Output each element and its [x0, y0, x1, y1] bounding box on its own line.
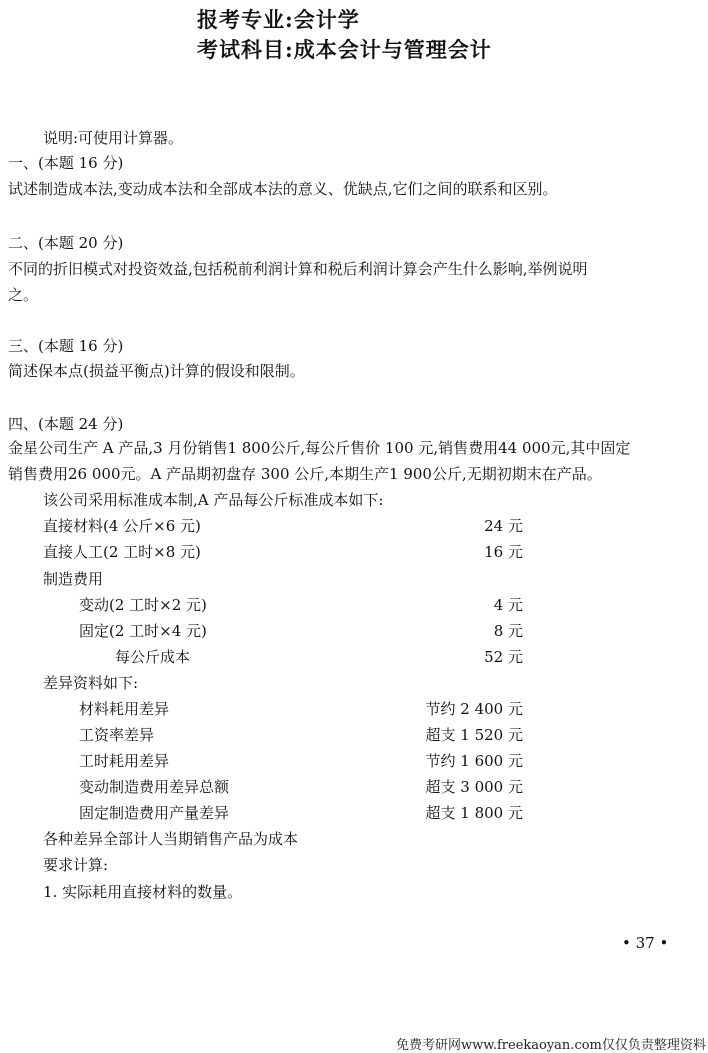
q4-requirement: 要求计算:	[43, 856, 109, 874]
std-cost-label: 直接人工(2 工时×8 元)	[43, 543, 201, 561]
std-cost-label: 直接材料(4 公斤×6 元)	[43, 517, 201, 535]
q4-var-intro: 差异资料如下:	[43, 674, 139, 692]
q4-para-line1: 金星公司生产 A 产品,3 月份销售1 800公斤,每公斤售价 100 元,销售费用44 000元,其中固定	[8, 439, 631, 457]
std-cost-label: 固定(2 工时×4 元)	[79, 622, 207, 640]
variance-value: 超支 3 000 元	[425, 778, 523, 796]
q4-para-line2: 销售费用26 000元。A 产品期初盘存 300 公斤,本期生产1 900公斤,无期初期末在产品。	[8, 465, 602, 483]
page-number: • 37 •	[622, 934, 669, 952]
variance-label: 材料耗用差异	[79, 700, 170, 718]
variance-value: 节约 2 400 元	[425, 700, 523, 718]
q2-text-line2: 之。	[8, 286, 39, 304]
variance-value: 节约 1 600 元	[425, 752, 523, 770]
std-cost-label: 制造费用	[43, 570, 104, 588]
q1-text: 试述制造成本法,变动成本法和全部成本法的意义、优缺点,它们之间的联系和区别。	[8, 180, 558, 198]
q4-requirement-1: 1. 实际耗用直接材料的数量。	[43, 883, 243, 901]
variance-label: 固定制造费用产量差异	[79, 804, 230, 822]
q4-closing: 各种差异全部计人当期销售产品为成本	[43, 830, 299, 848]
q2-title: 二、(本题 20 分)	[8, 234, 124, 252]
std-cost-value: 16 元	[484, 543, 523, 561]
variance-label: 工资率差异	[79, 726, 155, 744]
variance-label: 变动制造费用差异总额	[79, 778, 230, 796]
std-cost-value: 4 元	[493, 596, 523, 614]
variance-value: 超支 1 520 元	[425, 726, 523, 744]
std-cost-value: 24 元	[484, 517, 523, 535]
q4-title: 四、(本题 24 分)	[8, 415, 124, 433]
q2-text-line1: 不同的折旧模式对投资效益,包括税前利润计算和税后利润计算会产生什么影响,举例说明	[8, 260, 588, 278]
footer-watermark: 免费考研网www.freekaoyan.com仅仅负责整理资料	[396, 1038, 706, 1053]
std-cost-value: 8 元	[493, 622, 523, 640]
q4-std-intro: 该公司采用标准成本制,A 产品每公斤标准成本如下:	[43, 491, 384, 509]
std-cost-value: 52 元	[484, 648, 523, 666]
exam-subject: 考试科目:成本会计与管理会计	[197, 37, 492, 62]
exam-major: 报考专业:会计学	[197, 7, 360, 32]
q3-title: 三、(本题 16 分)	[8, 337, 124, 355]
q3-text: 简述保本点(损益平衡点)计算的假设和限制。	[8, 362, 305, 380]
std-cost-label: 每公斤成本	[115, 648, 191, 666]
q1-title: 一、(本题 16 分)	[8, 154, 124, 172]
instructions-note: 说明:可使用计算器。	[43, 129, 184, 147]
variance-value: 超支 1 800 元	[425, 804, 523, 822]
std-cost-label: 变动(2 工时×2 元)	[79, 596, 207, 614]
variance-label: 工时耗用差异	[79, 752, 170, 770]
